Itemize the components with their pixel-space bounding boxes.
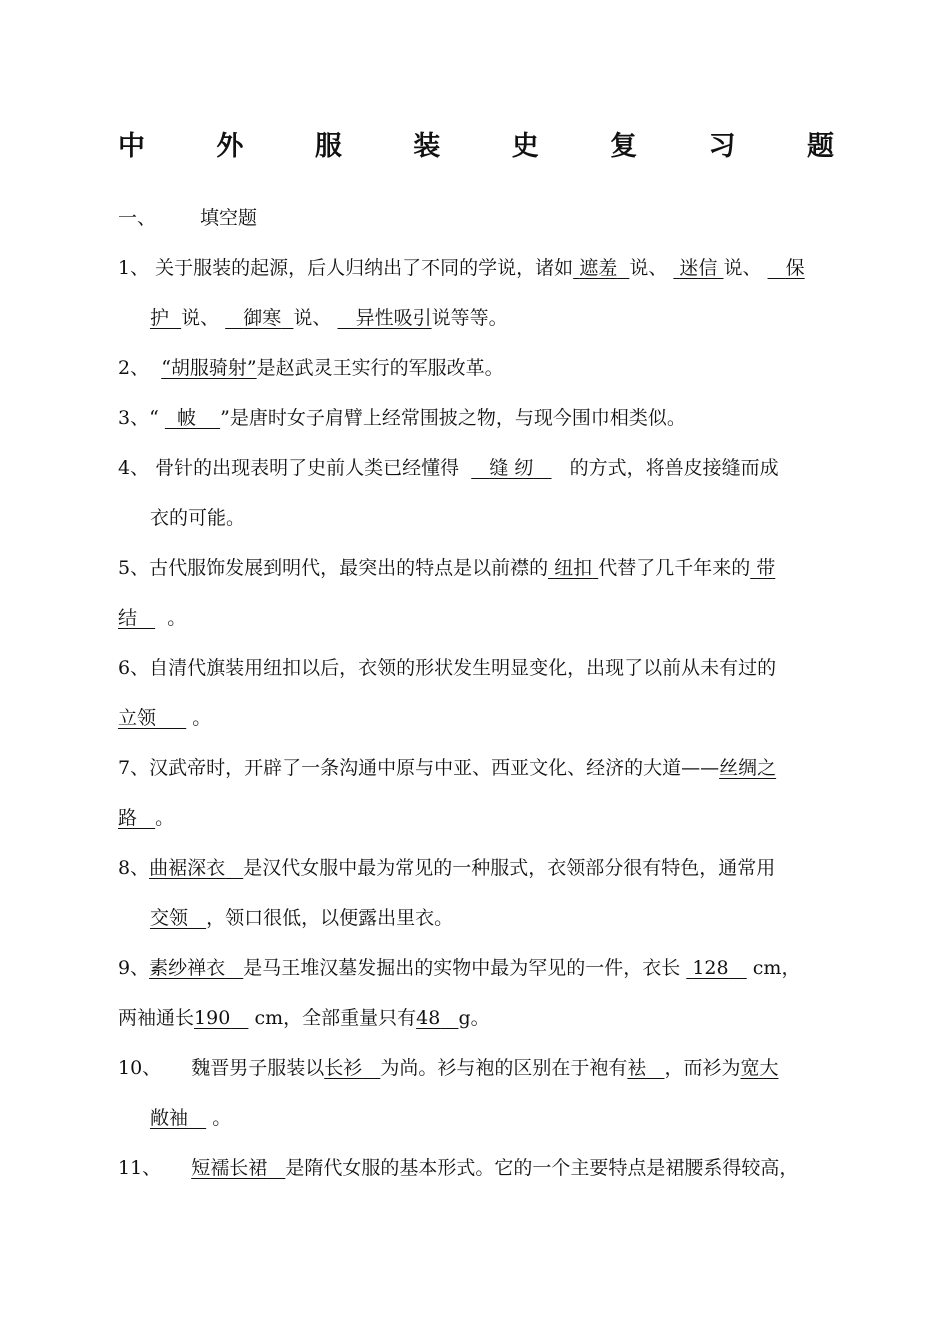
answer-blank: 异性吸引 bbox=[355, 307, 432, 329]
question-text: 古代服饰发展到明代，最突出的特点是以前襟的 bbox=[149, 557, 549, 579]
question-5-cont bbox=[118, 605, 186, 631]
question-text: 是隋代女服的基本形式。它的一个主要特点是裙腰系得较高， bbox=[285, 1157, 799, 1179]
question-5 bbox=[118, 555, 775, 581]
question-4 bbox=[118, 455, 779, 481]
answer-blank: 190 bbox=[194, 1007, 231, 1029]
question-text: 。 bbox=[155, 807, 175, 829]
question-text: 说、 bbox=[723, 257, 762, 279]
title-char: 复 bbox=[610, 131, 638, 162]
answer-blank: 丝绸之 bbox=[719, 757, 777, 779]
question-text: 说、 bbox=[293, 307, 332, 329]
answer-blank: 袪 bbox=[627, 1057, 647, 1079]
answer-blank: 48 bbox=[416, 1007, 441, 1029]
question-9 bbox=[118, 955, 800, 981]
answer-blank: 御寒 bbox=[243, 307, 282, 329]
question-text: 关于服装的起源，后人归纳出了不同的学说，诸如 bbox=[155, 257, 574, 279]
section-label: 填空题 bbox=[200, 207, 258, 229]
question-text: 代替了几千年来的 bbox=[598, 557, 751, 579]
question-11 bbox=[118, 1155, 798, 1181]
question-text: 骨针的出现表明了史前人类已经懂得 bbox=[155, 457, 460, 479]
question-1 bbox=[118, 255, 805, 281]
question-number: 9、 bbox=[118, 957, 150, 979]
question-number: 8、 bbox=[118, 857, 150, 879]
question-text: 。 bbox=[192, 707, 212, 729]
question-1-cont bbox=[150, 305, 508, 331]
question-text: 汉武帝时，开辟了一条沟通中原与中亚、西亚文化、经济的大道—— bbox=[149, 757, 720, 779]
answer-blank: 敞袖 bbox=[150, 1107, 189, 1129]
section-number: 一、 bbox=[118, 207, 157, 229]
question-number: 10、 bbox=[118, 1057, 162, 1079]
question-text: 说、 bbox=[629, 257, 668, 279]
title-char: 中 bbox=[118, 131, 145, 162]
answer-blank: 保 bbox=[785, 257, 805, 279]
title-char: 习 bbox=[708, 131, 736, 162]
page-title bbox=[118, 130, 834, 164]
question-7 bbox=[118, 755, 776, 781]
answer-blank: 宽大 bbox=[740, 1057, 779, 1079]
question-text: 是汉代女服中最为常见的一种服式，衣领部分很有特色，通常用 bbox=[243, 857, 776, 879]
question-text: g。 bbox=[458, 1007, 490, 1029]
answer-blank: 迷信 bbox=[679, 257, 718, 279]
question-text: 。 bbox=[167, 607, 187, 629]
question-10 bbox=[118, 1055, 779, 1081]
question-8 bbox=[118, 855, 775, 881]
question-number: 11、 bbox=[118, 1157, 162, 1179]
answer-blank: 路 bbox=[118, 807, 138, 829]
question-text: 说、 bbox=[181, 307, 220, 329]
answer-blank: 短襦长裙 bbox=[191, 1157, 268, 1179]
question-text: cm，全部重量只有 bbox=[254, 1007, 417, 1029]
answer-blank: 素纱禅衣 bbox=[149, 957, 226, 979]
title-char: 题 bbox=[806, 131, 834, 162]
question-number: 7、 bbox=[118, 757, 150, 779]
answer-blank: 立领 bbox=[118, 707, 157, 729]
question-text: 是赵武灵王实行的军服改革。 bbox=[256, 357, 504, 379]
question-text: 魏晋男子服装以 bbox=[191, 1057, 325, 1079]
answer-blank: 帔 bbox=[176, 407, 196, 429]
question-number: 5、 bbox=[118, 557, 150, 579]
answer-blank: 曲裾深衣 bbox=[149, 857, 226, 879]
answer-blank: “胡服骑射” bbox=[161, 357, 257, 379]
answer-blank: 缝 纫 bbox=[489, 457, 534, 479]
answer-blank: 128 bbox=[692, 957, 729, 979]
title-char: 外 bbox=[216, 131, 244, 162]
question-number: 6、 bbox=[118, 657, 150, 679]
answer-blank: 遮羞 bbox=[579, 257, 618, 279]
question-number: 4、 bbox=[118, 457, 150, 479]
question-2 bbox=[118, 355, 504, 381]
answer-blank: 交领 bbox=[150, 907, 189, 929]
question-7-cont bbox=[118, 805, 174, 831]
answer-blank: 结 bbox=[118, 607, 138, 629]
question-number: 3、“ bbox=[118, 407, 159, 429]
question-10-cont bbox=[150, 1105, 231, 1131]
question-4-cont bbox=[150, 505, 245, 531]
title-char: 服 bbox=[314, 131, 342, 162]
question-3 bbox=[118, 405, 686, 431]
question-text: ，而衫为 bbox=[664, 1057, 741, 1079]
question-text: 两袖通长 bbox=[118, 1007, 195, 1029]
answer-blank: 带 bbox=[756, 557, 776, 579]
section-heading bbox=[118, 205, 257, 231]
question-text: 自清代旗装用纽扣以后，衣领的形状发生明显变化，出现了以前从未有过的 bbox=[149, 657, 777, 679]
question-text: 的方式，将兽皮接缝而成 bbox=[569, 457, 779, 479]
question-text: 衣的可能。 bbox=[150, 507, 246, 529]
question-text: 是马王堆汉墓发掘出的实物中最为罕见的一件，衣长 bbox=[243, 957, 681, 979]
question-9-cont bbox=[118, 1005, 490, 1031]
question-text: 为尚。衫与袍的区别在于袍有 bbox=[380, 1057, 628, 1079]
question-number: 2、 bbox=[118, 357, 150, 379]
question-text: ”是唐时女子肩臂上经常围披之物，与现今围巾相类似。 bbox=[220, 407, 686, 429]
question-8-cont bbox=[150, 905, 453, 931]
answer-blank: 纽扣 bbox=[554, 557, 593, 579]
title-char: 史 bbox=[511, 131, 539, 162]
answer-blank: 护 bbox=[150, 307, 170, 329]
question-number: 1、 bbox=[118, 257, 150, 279]
question-text: ，领口很低，以便露出里衣。 bbox=[206, 907, 454, 929]
title-char: 装 bbox=[413, 131, 441, 162]
question-6 bbox=[118, 655, 776, 681]
question-6-cont bbox=[118, 705, 211, 731]
question-text: cm， bbox=[752, 957, 801, 979]
question-text: 。 bbox=[212, 1107, 232, 1129]
answer-blank: 长衫 bbox=[324, 1057, 363, 1079]
question-text: 说等等。 bbox=[431, 307, 508, 329]
